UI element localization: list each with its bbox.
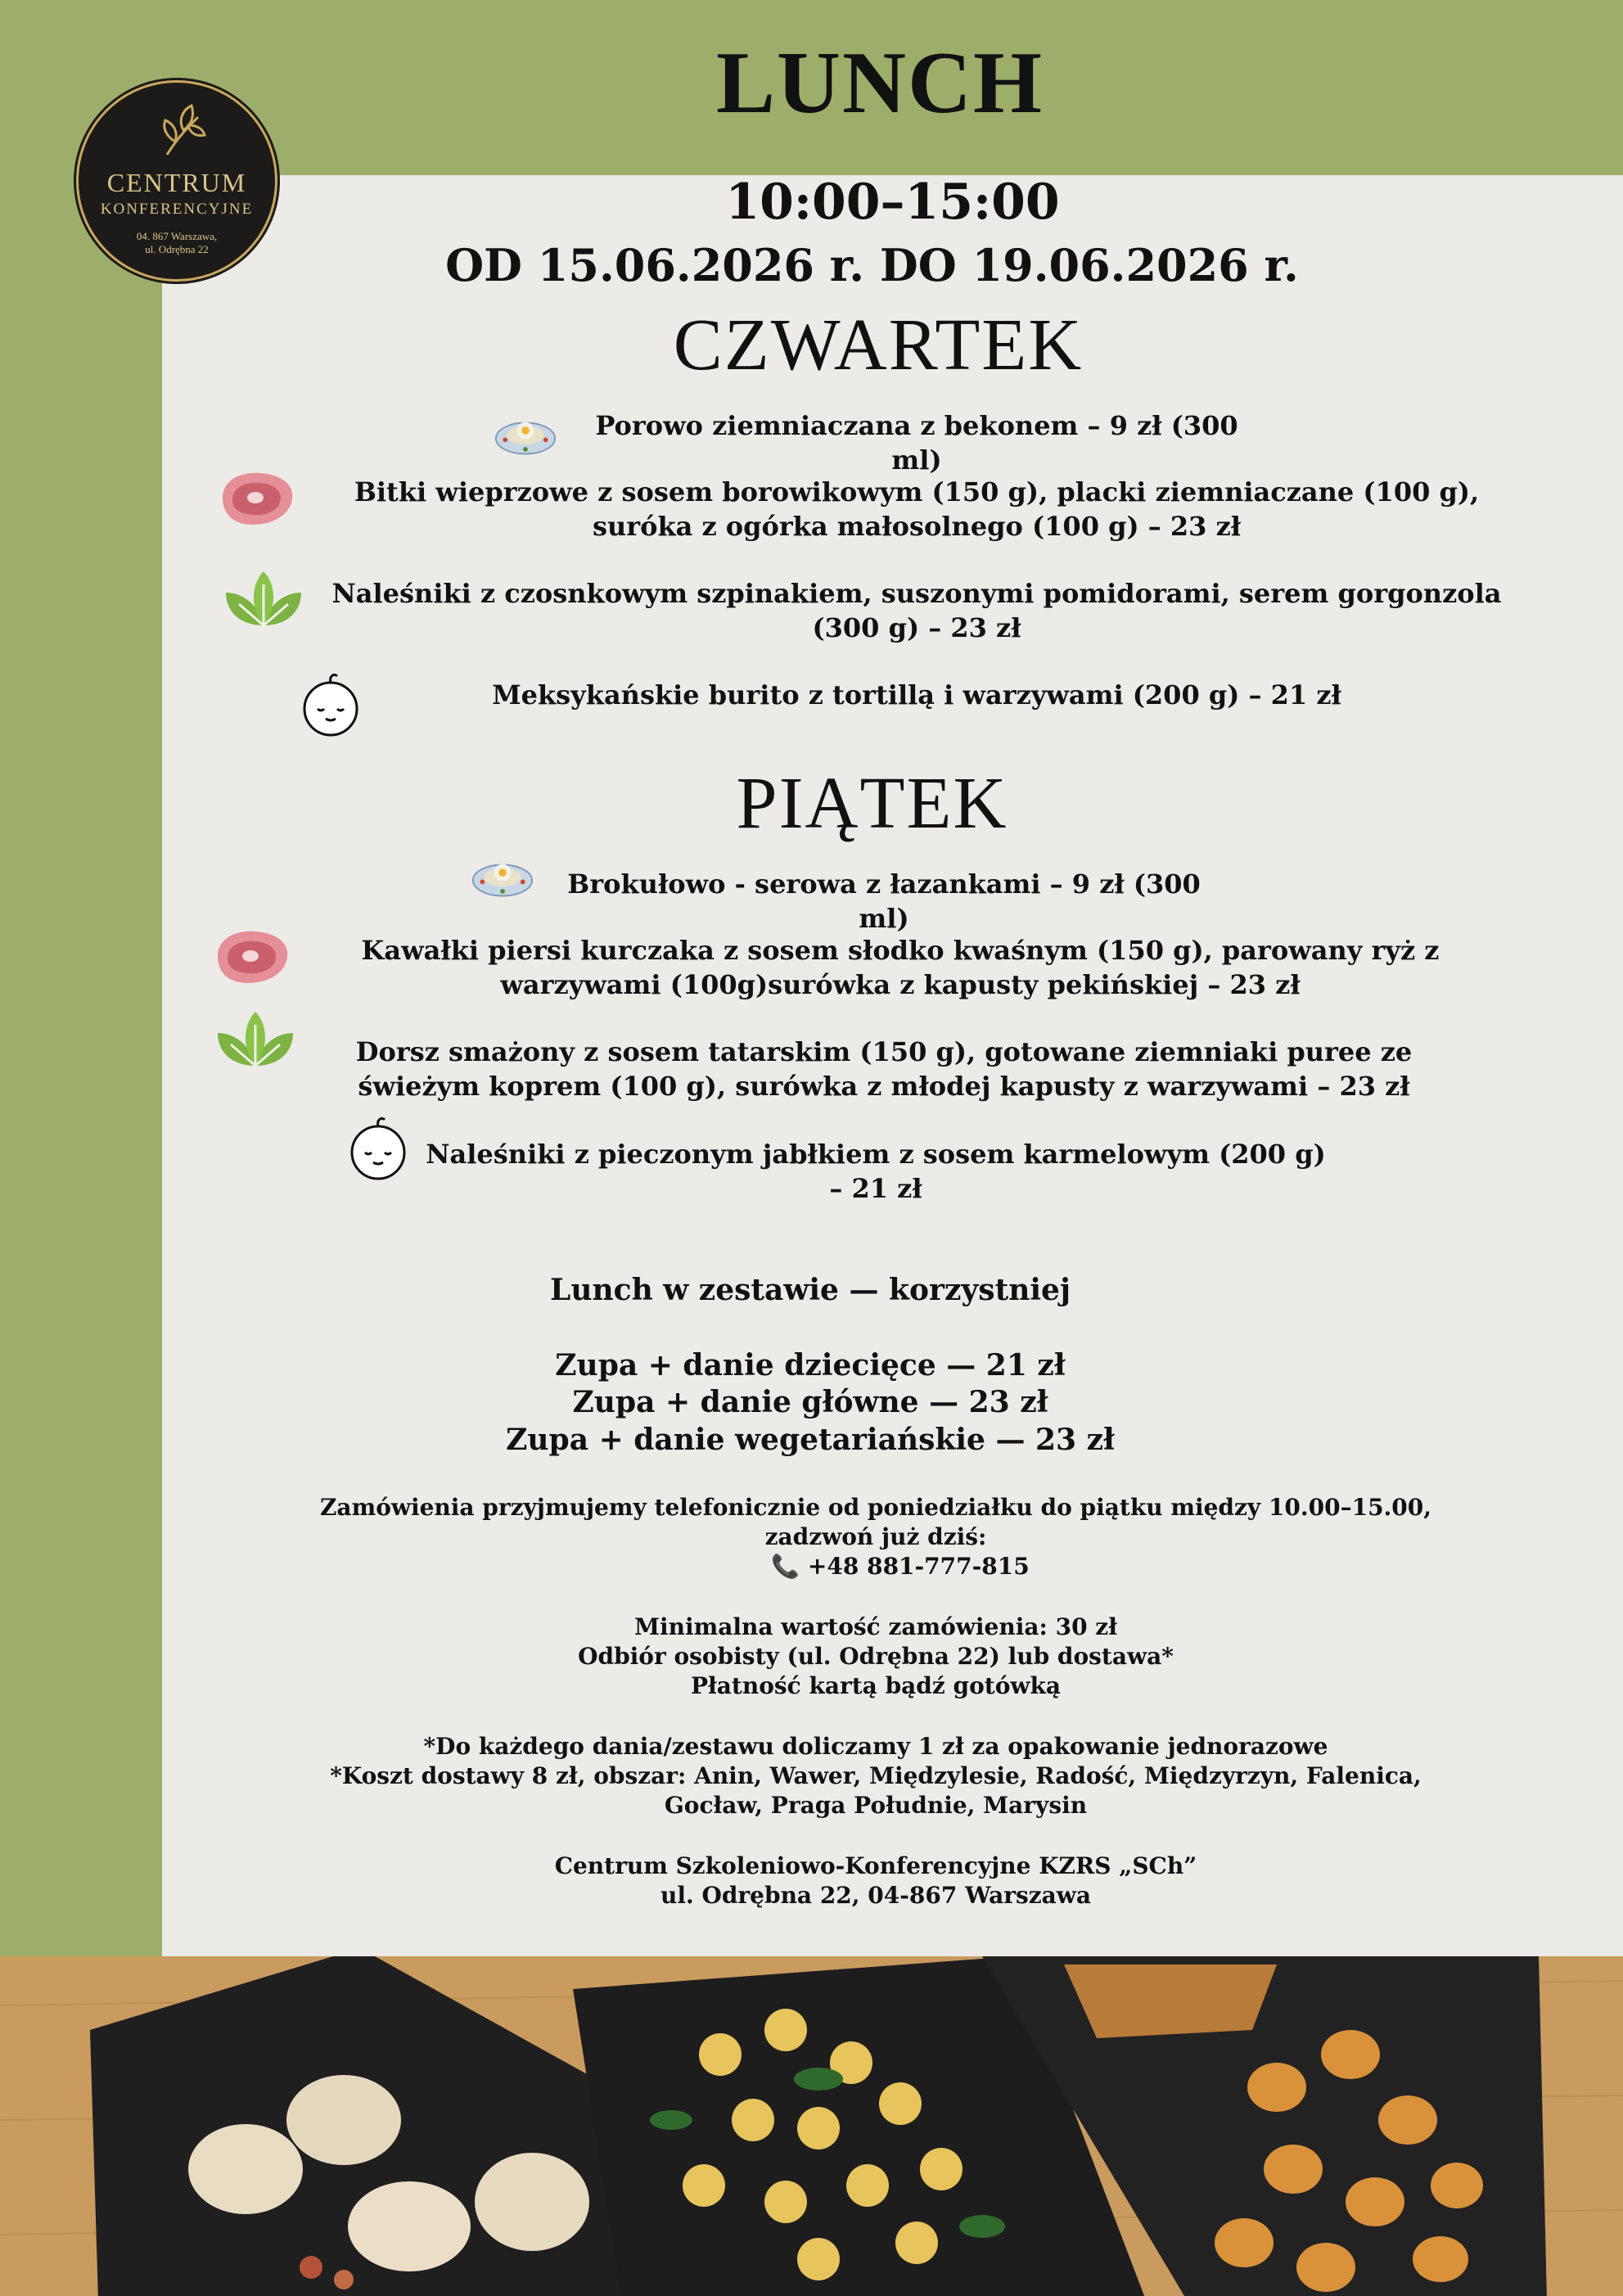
menu-item: Porowo ziemniaczana z bekonem – 9 zł (300 ml) bbox=[595, 410, 1238, 476]
menu-item: Naleśniki z czosnkowym szpinakiem, suszonymi pomidorami, serem gorgonzola (300 g) – 23 zł bbox=[331, 578, 1502, 643]
soup-bowl-icon bbox=[462, 841, 543, 904]
logo-line-3: 04. 867 Warszawa, bbox=[136, 230, 218, 242]
pickup-delivery: Odbiór osobisty (ul. Odrębna 22) lub dostawa* bbox=[578, 1643, 1174, 1670]
meat-icon bbox=[210, 923, 295, 994]
opening-hours: 10:00–15:00 bbox=[725, 174, 1060, 231]
set-line: Zupa + danie główne — 23 zł bbox=[572, 1385, 1048, 1419]
leaf-logo-icon bbox=[151, 101, 208, 158]
menu-item: Meksykańskie burito z tortillą i warzywami (200 g) – 21 zł bbox=[492, 679, 1341, 710]
footer-address: ul. Odrębna 22, 04-867 Warszawa bbox=[660, 1882, 1092, 1909]
day-heading-thursday: CZWARTEK bbox=[673, 304, 1084, 386]
menu-item: Bitki wieprzowe z sosem borowikowym (150 g), placki ziemniaczane (100 g), suróka z ogórka małosolnego (100 g) – 23 zł bbox=[354, 476, 1480, 542]
baby-face-icon bbox=[296, 670, 365, 738]
set-line: Zupa + danie dziecięce — 21 zł bbox=[555, 1348, 1066, 1383]
logo-line-4: ul. Odrębna 22 bbox=[145, 243, 209, 255]
soup-bowl-icon bbox=[494, 399, 557, 462]
leaf-icon bbox=[214, 1008, 296, 1071]
day-heading-friday: PIĄTEK bbox=[736, 763, 1008, 844]
menu-item: Naleśniki z pieczonym jabłkiem z sosem karmelowym (200 g) – 21 zł bbox=[426, 1139, 1326, 1204]
menu-item: Kawałki piersi kurczaka z sosem słodko kwaśnym (150 g), parowany ryż z warzywami (100g)surówka z kapusty pekińskiej – 23 zł bbox=[361, 935, 1440, 1000]
delivery-note: *Koszt dostawy 8 zł, obszar: Anin, Wawer, Międzylesie, Radość, Międzyrzyn, Falenica, Gocław, Praga Południe, Marysin bbox=[330, 1762, 1422, 1819]
phone-icon: 📞 bbox=[771, 1553, 800, 1580]
food-photo bbox=[0, 1956, 1623, 2296]
meat-icon bbox=[214, 465, 300, 535]
baby-face-icon bbox=[344, 1113, 413, 1182]
phone-line bbox=[696, 1552, 1105, 1581]
logo-line-2: KONFERENCYJNE bbox=[100, 201, 254, 218]
packaging-note: *Do każdego dania/zestawu doliczamy 1 zł za opakowanie jednorazowe bbox=[423, 1733, 1328, 1760]
footer-company: Centrum Szkoleniowo-Konferencyjne KZRS „SCh” bbox=[554, 1852, 1197, 1879]
left-band bbox=[0, 0, 162, 1956]
phone-number: +48 881-777-815 bbox=[807, 1553, 1030, 1580]
date-range: OD 15.06.2026 r. DO 19.06.2026 r. bbox=[445, 239, 1299, 291]
order-info: Zamówienia przyjmujemy telefonicznie od poniedziałku do piątku między 10.00–15.00, zadzwoń już dziś: bbox=[319, 1494, 1432, 1550]
payment: Płatność kartą bądź gotówką bbox=[690, 1672, 1062, 1699]
logo-line-1: CENTRUM bbox=[106, 168, 247, 197]
page-title: LUNCH bbox=[715, 34, 1044, 132]
menu-item: Brokułowo - serowa z łazankami – 9 zł (300 ml) bbox=[567, 868, 1201, 934]
min-order: Minimalna wartość zamówienia: 30 zł bbox=[634, 1613, 1117, 1640]
set-line: Zupa + danie wegetariańskie — 23 zł bbox=[506, 1423, 1115, 1457]
menu-item: Dorsz smażony z sosem tatarskim (150 g), gotowane ziemniaki puree ze świeżym koprem (100 g), surówka z młodej kapusty z warzywami – 23 zł bbox=[355, 1036, 1413, 1102]
leaf-icon bbox=[223, 568, 304, 630]
sets-heading: Lunch w zestawie — korzystniej bbox=[550, 1273, 1071, 1307]
